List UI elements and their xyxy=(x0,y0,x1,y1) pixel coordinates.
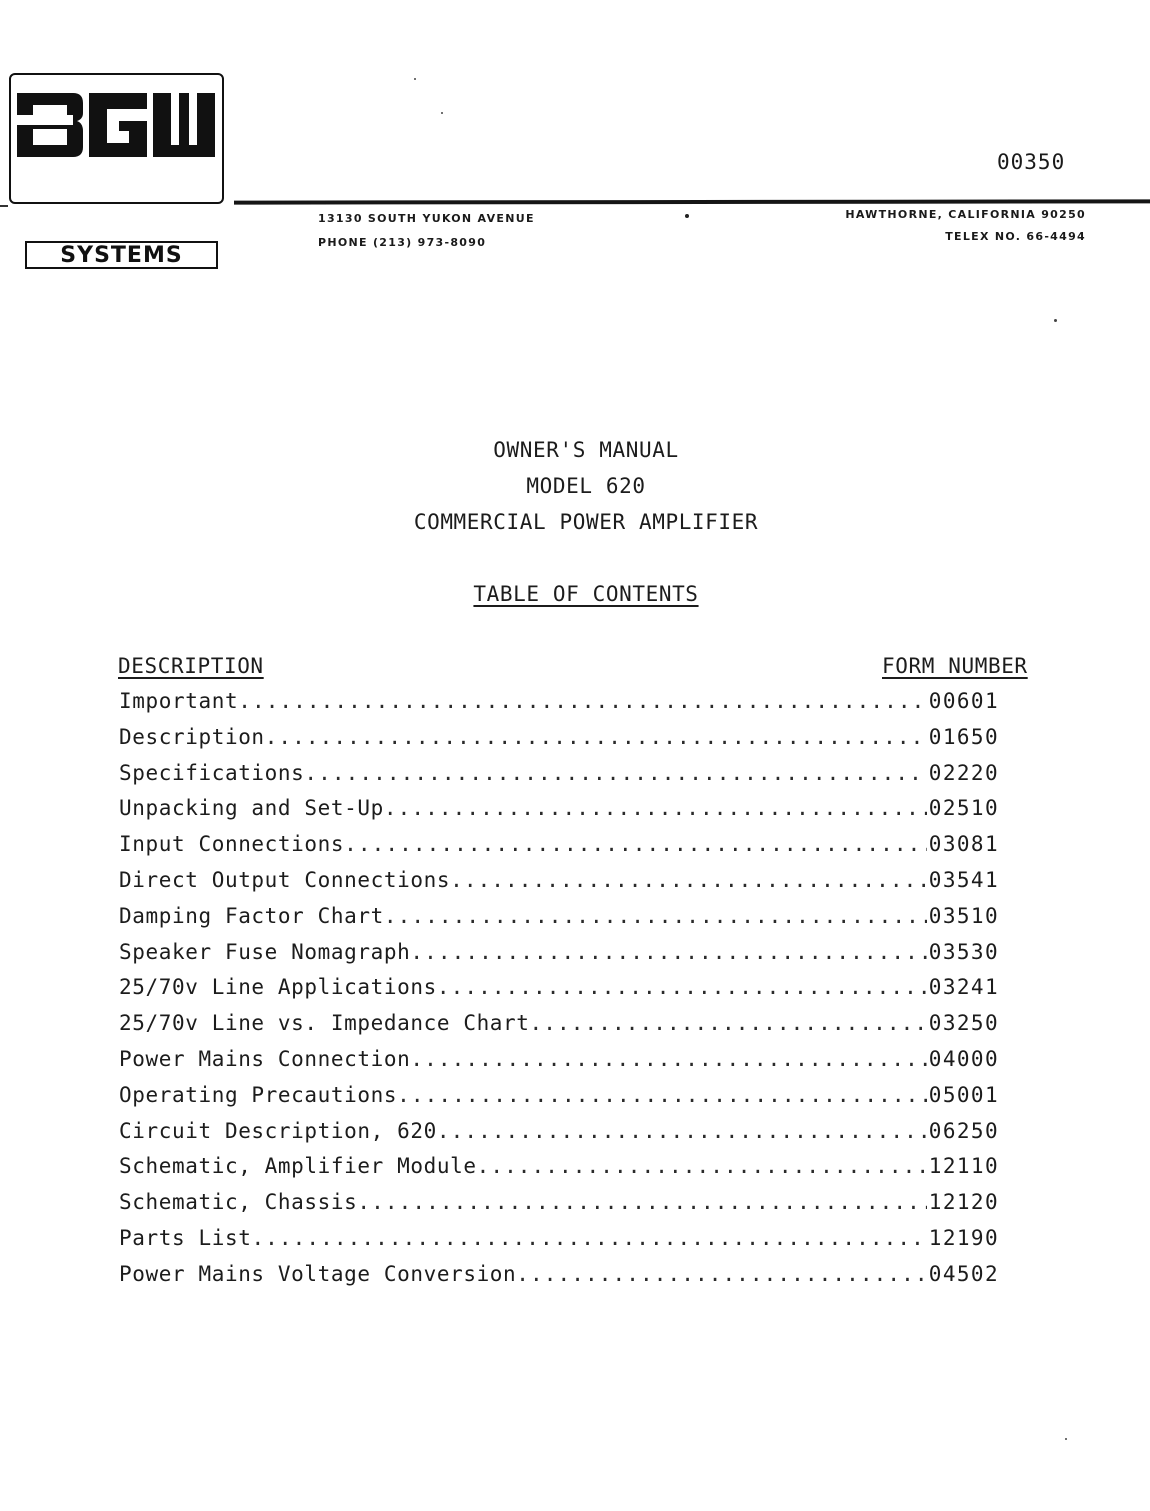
toc-row-label: 25/70v Line Applications xyxy=(119,975,437,1000)
dot-leader xyxy=(265,725,927,749)
toc-row-number: 04000 xyxy=(928,1046,999,1071)
header-rule xyxy=(234,199,1150,204)
toc-row xyxy=(119,796,999,832)
toc-row-number: 03250 xyxy=(928,1011,999,1036)
dot-leader xyxy=(437,1119,927,1143)
toc-row-label: Parts List xyxy=(119,1225,252,1250)
toc-row xyxy=(119,1011,999,1047)
toc-row xyxy=(119,868,999,904)
toc-row-label: Speaker Fuse Nomagraph xyxy=(119,939,411,964)
dot-leader xyxy=(384,904,927,928)
toc-row-label: Operating Precautions xyxy=(119,1082,398,1107)
dot-leader xyxy=(530,1011,927,1035)
toc-row-label: Description xyxy=(119,724,265,749)
toc-row xyxy=(119,1154,999,1190)
toc-row-number: 02510 xyxy=(928,796,999,821)
toc-row-number: 03541 xyxy=(928,867,999,892)
product-title: COMMERCIAL POWER AMPLIFIER xyxy=(413,510,759,534)
toc-row-label: 25/70v Line vs. Impedance Chart xyxy=(119,1011,530,1036)
scan-speck xyxy=(1065,1438,1067,1440)
toc-list xyxy=(119,689,999,1298)
scan-speck xyxy=(414,78,416,80)
toc-row-label: Schematic, Amplifier Module xyxy=(119,1154,477,1179)
company-logo xyxy=(9,73,224,268)
toc-row xyxy=(119,904,999,940)
toc-row-number: 05001 xyxy=(928,1082,999,1107)
toc-heading-text: TABLE OF CONTENTS xyxy=(473,582,699,606)
dot-leader xyxy=(477,1154,927,1178)
model-title: MODEL 620 xyxy=(526,474,646,498)
toc-row xyxy=(119,1190,999,1226)
toc-row-number: 00601 xyxy=(928,689,999,713)
toc-row-number: 12120 xyxy=(928,1190,999,1215)
toc-row xyxy=(119,1083,999,1119)
dot-leader xyxy=(410,1047,926,1071)
address-city: HAWTHORNE, CALIFORNIA 90250 xyxy=(845,208,1086,221)
manual-title: OWNER'S MANUAL xyxy=(493,438,679,462)
toc-row-label: Circuit Description, 620 xyxy=(119,1118,437,1143)
toc-row xyxy=(119,1119,999,1155)
address-separator xyxy=(685,214,689,218)
rule-tick xyxy=(0,205,8,207)
logo-wordmark: SYSTEMS xyxy=(25,241,218,269)
form-number: 00350 xyxy=(997,150,1066,174)
toc-row xyxy=(119,1262,999,1298)
dot-leader xyxy=(344,832,927,856)
toc-row-number: 02220 xyxy=(928,760,999,785)
dot-leader xyxy=(251,1226,926,1250)
toc-row-label: Unpacking and Set-Up xyxy=(119,796,384,821)
toc-row-number: 04502 xyxy=(928,1261,999,1286)
toc-row xyxy=(119,940,999,976)
scan-speck xyxy=(441,112,443,114)
dot-leader xyxy=(410,940,926,964)
toc-heading xyxy=(0,582,1150,606)
address-street: 13130 SOUTH YUKON AVENUE xyxy=(318,212,535,225)
toc-row xyxy=(119,975,999,1011)
scan-speck xyxy=(1054,319,1057,322)
toc-row xyxy=(119,1226,999,1262)
toc-row-number: 03241 xyxy=(928,975,999,1000)
toc-column-form-number: FORM NUMBER xyxy=(882,654,1028,678)
toc-row xyxy=(119,725,999,761)
address-telex: TELEX NO. 66-4494 xyxy=(945,230,1086,243)
address-phone: PHONE (213) 973-8090 xyxy=(318,236,487,249)
dot-leader xyxy=(516,1262,926,1286)
toc-row-number: 12110 xyxy=(928,1154,999,1179)
toc-row-label: Input Connections xyxy=(119,832,345,857)
dot-leader xyxy=(384,796,927,820)
toc-row-number: 03530 xyxy=(928,939,999,964)
toc-row-label: Specifications xyxy=(119,760,305,785)
toc-row-label: Important xyxy=(119,689,239,713)
toc-row-number: 03510 xyxy=(928,903,999,928)
logo-mark xyxy=(11,75,221,167)
toc-row-number: 03081 xyxy=(928,832,999,857)
dot-leader xyxy=(357,1190,926,1214)
toc-row-label: Power Mains Connection xyxy=(119,1046,411,1071)
toc-row-label: Damping Factor Chart xyxy=(119,903,384,928)
dot-leader xyxy=(450,868,927,892)
dot-leader xyxy=(437,975,927,999)
toc-row-number: 01650 xyxy=(928,724,999,749)
toc-row xyxy=(119,761,999,797)
toc-row xyxy=(119,1047,999,1083)
toc-row-label: Schematic, Chassis xyxy=(119,1190,358,1215)
toc-row xyxy=(119,832,999,868)
dot-leader xyxy=(397,1083,927,1107)
toc-row-number: 06250 xyxy=(928,1118,999,1143)
toc-row-label: Power Mains Voltage Conversion xyxy=(119,1261,517,1286)
dot-leader xyxy=(238,689,927,713)
toc-row-label: Direct Output Connections xyxy=(119,867,451,892)
toc-column-description: DESCRIPTION xyxy=(118,654,264,678)
dot-leader xyxy=(304,761,926,785)
toc-row xyxy=(119,689,999,725)
toc-row-number: 12190 xyxy=(928,1225,999,1250)
